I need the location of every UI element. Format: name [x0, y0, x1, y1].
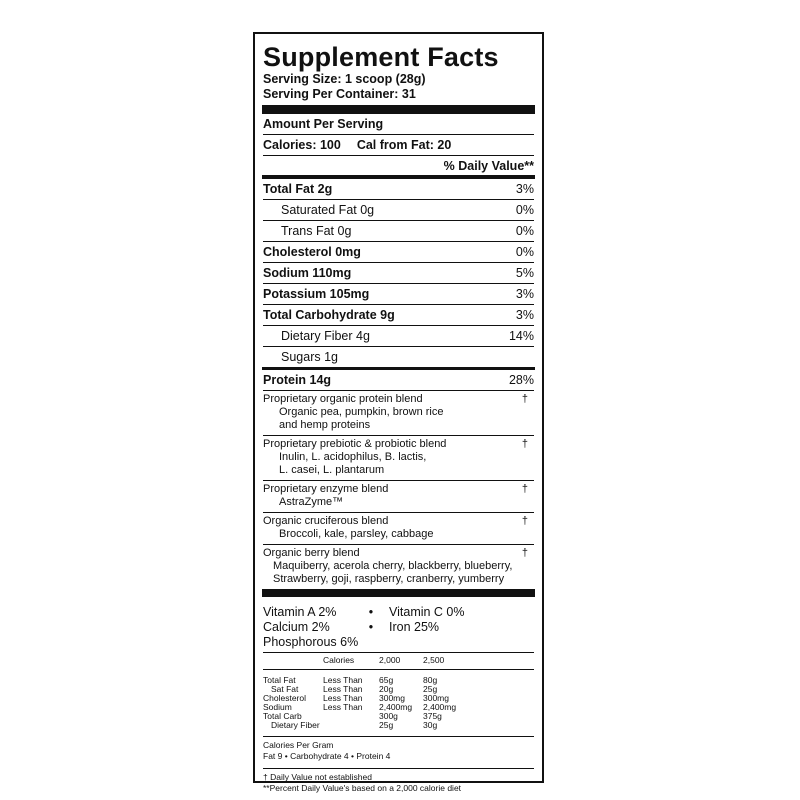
panel-title: Supplement Facts [263, 42, 499, 72]
nutrient-row: Total Fat 2g 3% [263, 182, 534, 196]
nutrient-row: Saturated Fat 0g 0% [263, 199, 534, 220]
iron: Iron 25% [389, 620, 440, 634]
daily-value-table [263, 656, 444, 665]
bullet: • [368, 620, 374, 634]
footnote-dagger: † Daily Value not established [263, 772, 372, 782]
table-row: Sat Fat Less Than 20g 25g [271, 684, 438, 694]
table-header: Calories 2,000 2,500 [323, 655, 445, 665]
phosphorous: Phosphorous 6% [263, 635, 359, 649]
nutrient-row: Trans Fat 0g 0% [263, 220, 534, 241]
daily-value-table [263, 676, 456, 730]
calories-per-gram-values: Fat 9 • Carbohydrate 4 • Protein 4 [263, 751, 391, 761]
serving-size: Serving Size: 1 scoop (28g) [263, 72, 426, 86]
nutrient-row: Cholesterol 0mg 0% [263, 241, 534, 262]
footnote-percent: **Percent Daily Value's based on a 2,000 calorie diet [263, 783, 462, 793]
table-row: Total Fat Less Than 65g 80g [263, 675, 438, 685]
dagger-mark: † [521, 438, 528, 450]
daily-value-header: % Daily Value** [263, 155, 534, 175]
blend-item: Organic cruciferous blend † Broccoli, kale, parsley, cabbage [263, 512, 534, 544]
nutrient-row: Dietary Fiber 4g 14% [263, 325, 534, 346]
dagger-mark: † [521, 483, 528, 495]
servings-per-container: Serving Per Container: 31 [263, 87, 416, 101]
supplement-facts-panel [253, 32, 544, 793]
dagger-mark: † [521, 547, 528, 559]
blend-item: Proprietary organic protein blend † Organic pea, pumpkin, brown rice and hemp proteins [263, 390, 534, 435]
nutrient-row: Sodium 110mg 5% [263, 262, 534, 283]
calories: Calories: 100 [263, 138, 341, 152]
vitamin-c: Vitamin C 0% [389, 605, 465, 619]
calories-row [263, 134, 534, 155]
thin-divider [263, 652, 534, 653]
table-row: Cholesterol Less Than 300mg 300mg [263, 693, 449, 703]
vitamins-block [263, 605, 534, 650]
calories-per-gram-label: Calories Per Gram [263, 740, 334, 750]
blend-item: Organic berry blend † Maquiberry, acerola cherry, blackberry, blueberry, Strawberry, goji, raspberry, cranberry, yumberry [263, 544, 534, 589]
dagger-mark: † [521, 393, 528, 405]
bullet: • [368, 605, 374, 619]
nutrient-row: Protein 14g 28% [263, 373, 534, 387]
nutrient-row: Potassium 105mg 3% [263, 283, 534, 304]
thick-divider [262, 589, 535, 597]
nutrient-row: Sugars 1g [263, 346, 534, 367]
dagger-mark: † [521, 515, 528, 527]
calcium: Calcium 2% [263, 620, 330, 634]
blend-item: Proprietary enzyme blend † AstraZyme™ [263, 480, 534, 512]
table-row: Total Carb 300g 375g [263, 711, 442, 721]
nutrient-row: Total Carbohydrate 9g 3% [263, 304, 534, 325]
table-row: Sodium Less Than 2,400mg 2,400mg [263, 702, 457, 712]
thick-divider [262, 105, 535, 114]
thin-divider [263, 736, 534, 737]
blend-item: Proprietary prebiotic & probiotic blend † Inulin, L. acidophilus, B. lactis, L. casei, L. plantarum [263, 435, 534, 480]
table-row: Dietary Fiber 25g 30g [271, 720, 438, 730]
vitamin-a: Vitamin A 2% [263, 605, 337, 619]
amount-per-serving: Amount Per Serving [263, 117, 384, 131]
thin-divider [263, 669, 534, 670]
thin-divider [263, 768, 534, 769]
cal-from-fat: Cal from Fat: 20 [356, 138, 452, 152]
